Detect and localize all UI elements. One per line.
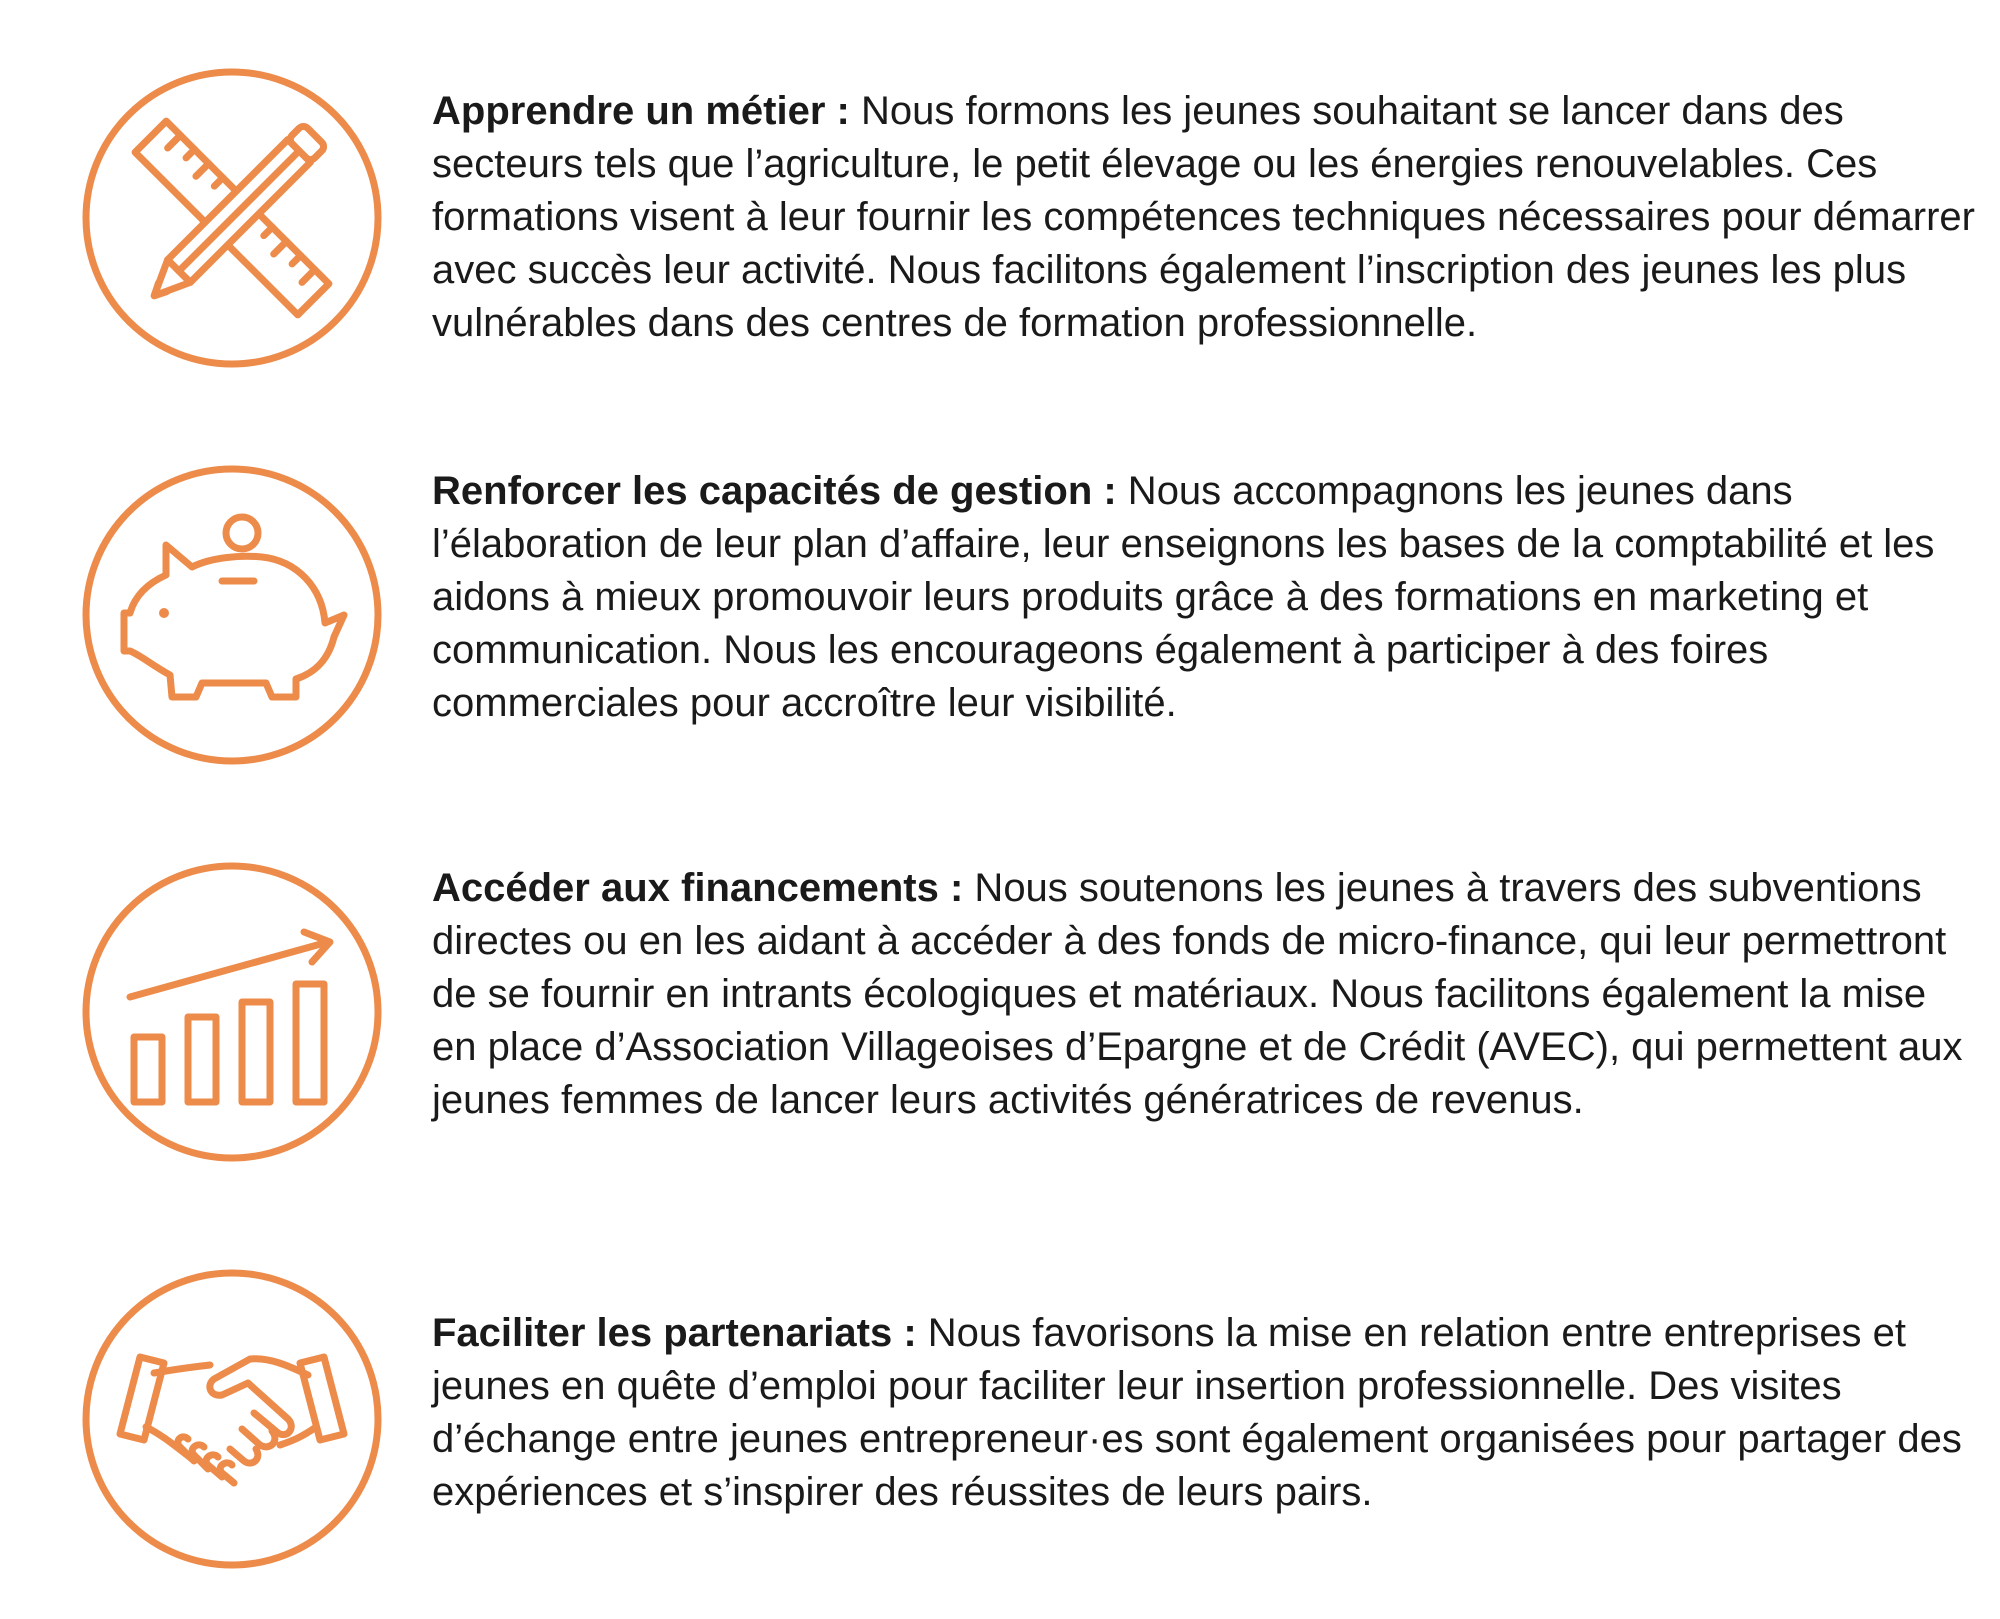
item-body: Nous soutenons les jeunes à travers des subventions directes ou en les aidant à accéder à des fonds de micro-finance, qui leur permettront de se fournir en intrants écologiques et matériaux. Nous facilitons également la mise en place d’Association Villageoises d’Epargne et de Crédit (AVEC), qui permettent aux jeunes femmes de lancer leurs activités génératrices de revenus.	[432, 866, 1963, 1122]
item-text	[432, 862, 1977, 1127]
item-body: Nous accompagnons les jeunes dans l’élaboration de leur plan d’affaire, leur enseignons les bases de la comptabilité et les aidons à mieux promouvoir leurs produits grâce à des formations en marketing et communication. Nous les encourageons également à participer à des foires commerciales pour accroître leur visibilité.	[432, 469, 1935, 725]
piggy-bank-icon	[82, 465, 382, 765]
growth-chart-icon	[82, 862, 382, 1162]
handshake-icon	[82, 1269, 382, 1569]
item-title: Faciliter les partenariats :	[432, 1311, 917, 1355]
item-body: Nous favorisons la mise en relation entre entreprises et jeunes en quête d’emploi pour faciliter leur insertion professionnelle. Des visites d’échange entre jeunes entrepreneur·es sont également organisées pour partager des expériences et s’inspirer des réussites de leurs pairs.	[432, 1311, 1962, 1514]
item-title: Apprendre un métier :	[432, 89, 850, 133]
item-text	[432, 465, 1977, 730]
item-title: Renforcer les capacités de gestion :	[432, 469, 1117, 513]
item-body: Nous formons les jeunes souhaitant se lancer dans des secteurs tels que l’agriculture, le petit élevage ou les énergies renouvelables. Ces formations visent à leur fournir les compétences techniques nécessaires pour démarrer avec succès leur activité. Nous facilitons également l’inscription des jeunes les plus vulnérables dans des centres de formation professionnelle.	[432, 89, 1975, 345]
item-title: Accéder aux financements :	[432, 866, 964, 910]
item-text	[432, 1307, 1977, 1519]
item-text	[432, 85, 1977, 350]
ruler-pencil-icon	[82, 68, 382, 368]
